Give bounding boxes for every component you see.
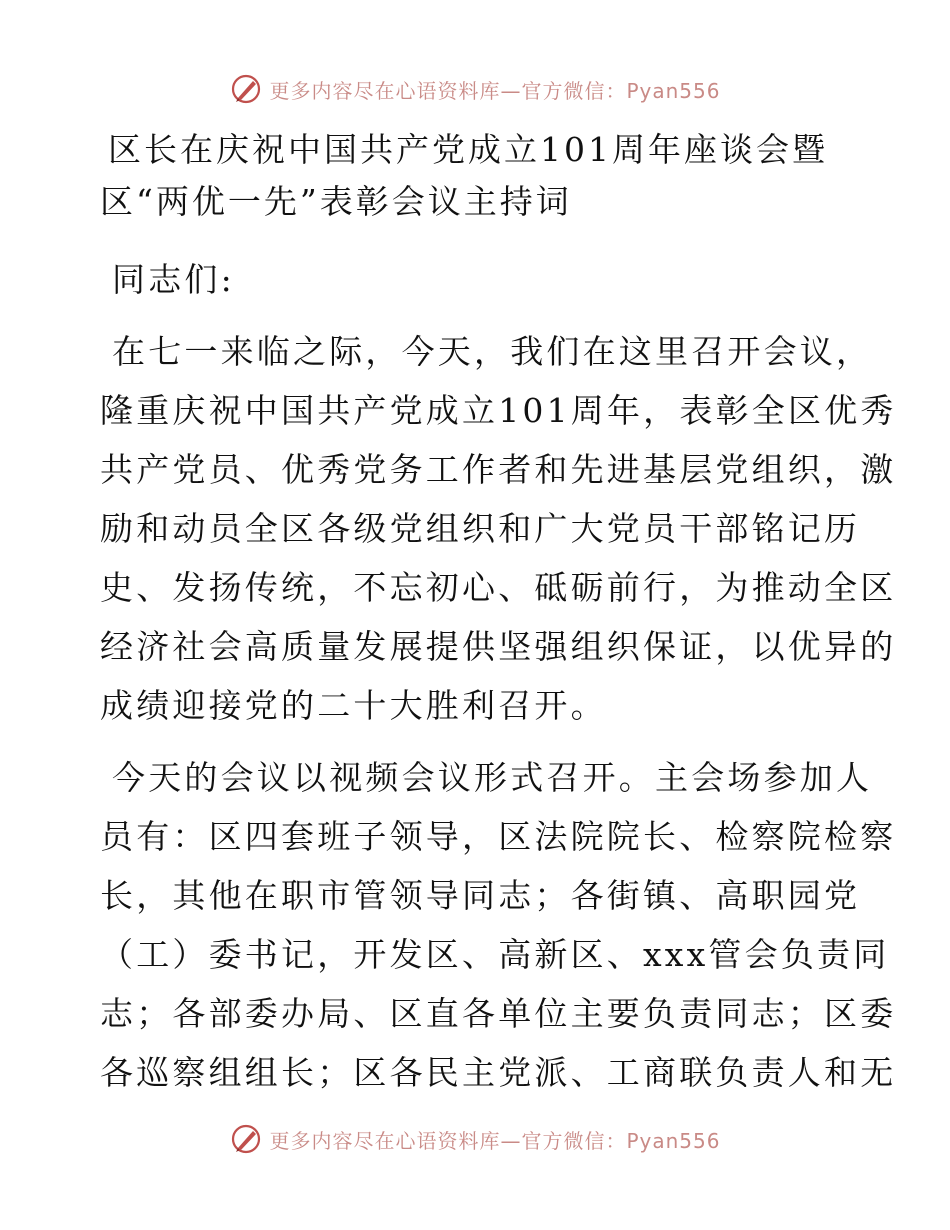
watermark-footer xyxy=(0,1122,950,1156)
paragraph-line: 成绩迎接党的二十大胜利召开。 xyxy=(100,686,607,725)
paragraph-line: 今天的会议以视频会议形式召开。主会场参加人 xyxy=(112,758,873,797)
paragraph-line: 励和动员全区各级党组织和广大党员干部铭记历 xyxy=(100,509,861,548)
paragraph-2 xyxy=(100,748,897,1102)
paragraph-line: 共产党员、优秀党务工作者和先进基层党组织，激 xyxy=(100,450,897,489)
paragraph-line: 在七一来临之际，今天，我们在这里召开会议， xyxy=(112,332,873,371)
greeting xyxy=(100,250,860,309)
paragraph-line: （工）委书记，开发区、高新区、xxx管会负责同 xyxy=(100,935,890,974)
paragraph-line: 志；各部委办局、区直各单位主要负责同志；区委 xyxy=(100,994,897,1033)
watermark-text: 更多内容尽在心语资料库—官方微信：Pyan556 xyxy=(269,78,721,103)
greeting-text: 同志们: xyxy=(112,260,235,299)
paragraph-line: 各巡察组组长；区各民主党派、工商联负责人和无 xyxy=(100,1053,897,1092)
paragraph-line: 员有：区四套班子领导，区法院院长、检察院检察 xyxy=(100,817,897,856)
watermark-text: 更多内容尽在心语资料库—官方微信：Pyan556 xyxy=(269,1128,721,1153)
document-title xyxy=(100,124,880,228)
title-line: 区长在庆祝中国共产党成立101周年座谈会暨 xyxy=(108,130,828,169)
paragraph-line: 史、发扬传统，不忘初心、砥砺前行，为推动全区 xyxy=(100,568,897,607)
paragraph-1 xyxy=(100,322,897,735)
paragraph-line: 隆重庆祝中国共产党成立101周年，表彰全区优秀 xyxy=(100,391,897,430)
paragraph-line: 经济社会高质量发展提供坚强组织保证，以优异的 xyxy=(100,627,897,666)
watermark-header xyxy=(0,72,950,106)
title-line: 区“两优一先”表彰会议主持词 xyxy=(100,182,572,221)
paragraph-line: 长，其他在职市管领导同志；各街镇、高职园党 xyxy=(100,876,861,915)
quill-pen-logo-icon xyxy=(229,72,263,106)
quill-pen-logo-icon xyxy=(229,1122,263,1156)
